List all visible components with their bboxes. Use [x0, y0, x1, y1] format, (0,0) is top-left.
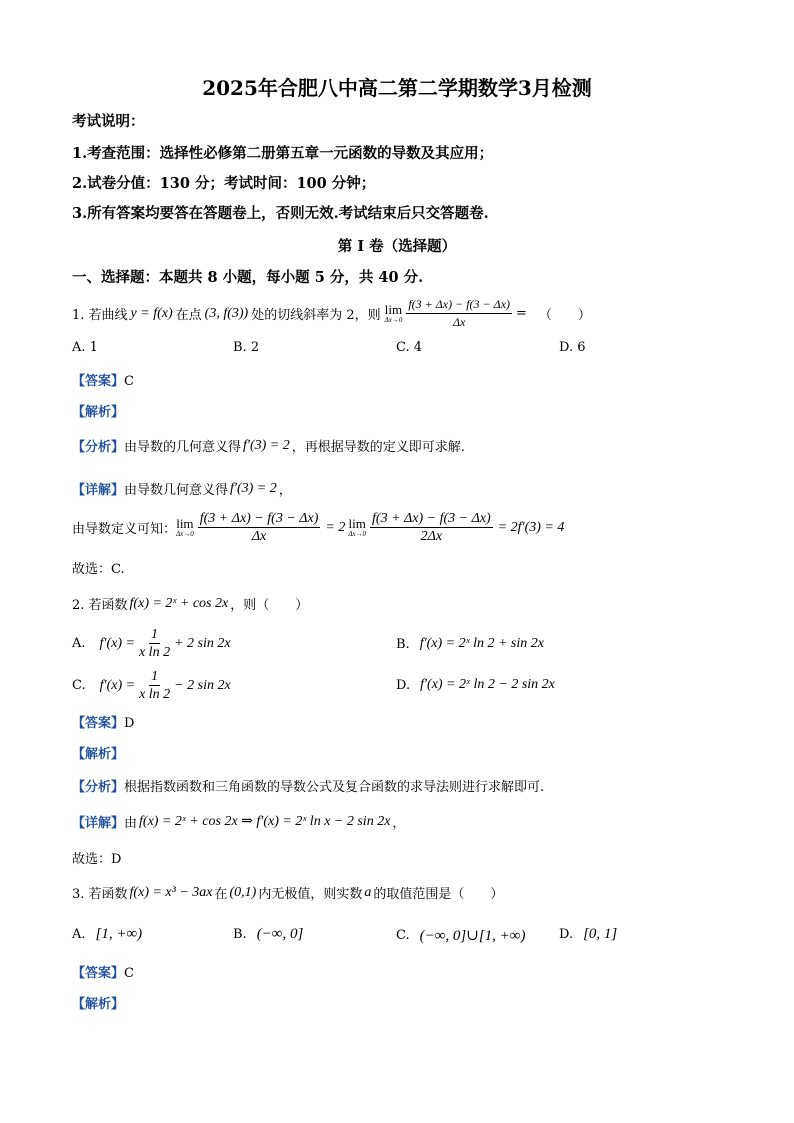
q3-answer: [72, 962, 134, 981]
notes-heading: 考试说明：: [72, 113, 145, 130]
q2-option-d-label: D.: [396, 677, 411, 693]
note-item-2: 2.试卷分值：130 分；考试时间：100 分钟；: [72, 175, 376, 192]
q3-stem-mid2: 内无极值，则实数: [258, 887, 363, 902]
q3-option-c-label: C.: [396, 928, 410, 943]
q1-detail-math: f′(3) = 2: [230, 480, 277, 496]
q2-option-c: [72, 668, 231, 703]
q3-option-b: [233, 926, 303, 943]
q1-stem: [72, 296, 591, 331]
q2-stem: [72, 594, 308, 613]
q3-option-d: [559, 926, 617, 943]
q1-option-a: A. 1: [72, 340, 98, 355]
q1-detail-text-end: ，: [278, 483, 292, 498]
q2-option-c-fraction: $\frac{1}{\text{x ln 2}}$: [139, 669, 171, 702]
q2-option-b: [396, 636, 544, 652]
q3-stem: [72, 883, 503, 902]
q2-option-d: [396, 677, 555, 693]
q1-derivation: [72, 510, 564, 545]
q3-option-a-label: A.: [72, 927, 86, 942]
q2-option-c-lhs: f′(x) =: [99, 677, 136, 693]
part-heading: 一、选择题：本题共 8 小题，每小题 5 分，共 40 分.: [72, 269, 424, 286]
q1-fenxi-text: 由导数的几何意义得: [124, 440, 242, 455]
q1-detail: [72, 479, 292, 498]
analysis-tag: 【解析】: [72, 747, 125, 762]
answer-tag: 【答案】: [72, 966, 125, 981]
q1-curve: y = f(x): [130, 305, 173, 321]
q2-option-b-math: f′(x) = 2ˣ ln 2 + sin 2x: [419, 636, 544, 651]
analysis-tag: 【解析】: [72, 405, 125, 420]
q1-eq: =: [516, 306, 527, 321]
answer-value: C: [124, 374, 134, 389]
q2-option-c-label: C.: [72, 678, 86, 693]
q3-option-d-math: [0, 1]: [583, 926, 618, 942]
q3-stem-suffix: 的取值范围是（ ）: [373, 887, 504, 902]
q3-stem-interval: (0,1): [229, 884, 257, 900]
q1-deriv-intro: 由导数定义可知：: [72, 522, 177, 537]
section-title: 第 I 卷（选择题）: [337, 238, 457, 255]
q1-fraction: $\frac{f(3 + \Delta x) - f(3 - \Delta x)}{\Delta x}$: [408, 297, 511, 329]
note-item-3: 3.所有答案均要答在答题卷上，否则无效.考试结束后只交答题卷.: [72, 205, 489, 222]
q3-option-a: [72, 926, 142, 943]
analysis-tag: 【解析】: [72, 997, 125, 1012]
q2-detail: [72, 812, 405, 831]
q2-fenxi-text: 根据指数函数和三角函数的导数公式及复合函数的求导法则进行求解即可.: [124, 780, 545, 795]
q1-point: (3, f(3)): [204, 305, 249, 321]
q1-answer: [72, 370, 134, 389]
q1-fenxi-math: f′(3) = 2: [243, 437, 290, 453]
q1-deriv-fraction-1: $\frac{f(3 + \Delta x) - f(3 - \Delta x)}{\Delta x}$: [199, 511, 319, 544]
q3-option-b-label: B.: [233, 927, 247, 942]
q1-option-b: B. 2: [233, 340, 260, 355]
q3-option-c: [396, 926, 526, 945]
q1-fenxi-text-end: ，再根据导数的定义即可求解.: [291, 440, 465, 455]
q2-option-a-label: A.: [72, 636, 86, 651]
q1-detail-text: 由导数几何意义得: [124, 483, 229, 498]
q1-fenxi: [72, 436, 465, 455]
q2-option-a-lhs: f′(x) =: [99, 635, 135, 651]
q2-option-c-rest: − 2 sin 2x: [174, 677, 231, 693]
page-title: 2025年合肥八中高二第二学期数学3月检测: [202, 76, 592, 100]
q2-answer: [72, 712, 134, 731]
q2-stem-suffix: ，则（ ）: [230, 598, 309, 613]
q3-stem-math: f(x) = x³ − 3ax: [129, 884, 213, 900]
answer-tag: 【答案】: [72, 716, 125, 731]
note-item-1: 1.考查范围：选择性必修第二册第五章一元函数的导数及其应用；: [72, 145, 494, 162]
q2-choose: 故选：D: [72, 852, 122, 867]
q2-option-b-label: B.: [396, 636, 410, 652]
q3-stem-prefix: 3. 若函数: [72, 887, 128, 902]
q1-deriv-eq1: = 2: [325, 519, 346, 535]
q1-deriv-limit-1: lim Δx→0: [176, 516, 194, 538]
q2-detail-text: 由: [124, 816, 138, 831]
q3-option-a-math: [1, +∞): [95, 926, 143, 942]
q2-analysis: [72, 743, 124, 762]
q3-option-c-math: (−∞, 0]∪[1, +∞): [419, 928, 526, 944]
q2-option-a: [72, 626, 231, 661]
q3-stem-mid: 在: [214, 887, 228, 902]
q2-stem-prefix: 2. 若函数: [72, 598, 128, 613]
detail-tag: 【详解】: [72, 483, 125, 498]
q2-stem-math: f(x) = 2ˣ + cos 2x: [129, 595, 229, 611]
q3-option-d-label: D.: [559, 927, 574, 942]
q1-deriv-end: = 2f′(3) = 4: [497, 519, 565, 535]
q1-prefix: 1. 若曲线: [72, 308, 128, 323]
q1-option-c: C. 4: [396, 340, 423, 355]
answer-value: D: [124, 716, 135, 731]
detail-tag: 【详解】: [72, 816, 125, 831]
q1-blank: （ ）: [538, 308, 591, 323]
q1-option-d: D. 6: [559, 340, 586, 355]
q2-option-a-rest: + 2 sin 2x: [174, 635, 231, 651]
q2-option-a-fraction: $\frac{1}{\text{x ln 2}}$: [138, 627, 171, 660]
answer-value: C: [124, 966, 134, 981]
q1-analysis: [72, 401, 124, 420]
q3-stem-var: a: [364, 884, 372, 900]
q2-option-d-math: f′(x) = 2ˣ ln 2 − 2 sin 2x: [420, 677, 555, 692]
fenxi-tag: 【分析】: [72, 780, 125, 795]
fenxi-tag: 【分析】: [72, 440, 125, 455]
q2-detail-end: ，: [392, 816, 406, 831]
q1-deriv-fraction-2: $\frac{f(3 + \Delta x) - f(3 - \Delta x)}{2\Delta x}$: [372, 511, 491, 544]
answer-tag: 【答案】: [72, 374, 125, 389]
q3-analysis: [72, 993, 124, 1012]
q2-fenxi: [72, 776, 544, 795]
q1-choose: 故选：C.: [72, 562, 125, 577]
q1-at-point: 在点: [175, 308, 202, 323]
q1-slope-text: 处的切线斜率为 2，则: [251, 308, 381, 323]
q2-detail-math: f(x) = 2ˣ + cos 2x ⇒ f′(x) = 2ˣ ln x − 2 sin 2x: [139, 814, 391, 829]
q3-option-b-math: (−∞, 0]: [256, 926, 304, 942]
q1-limit: lim Δx→0: [384, 302, 403, 324]
q1-deriv-limit-2: lim Δx→0: [348, 516, 367, 538]
